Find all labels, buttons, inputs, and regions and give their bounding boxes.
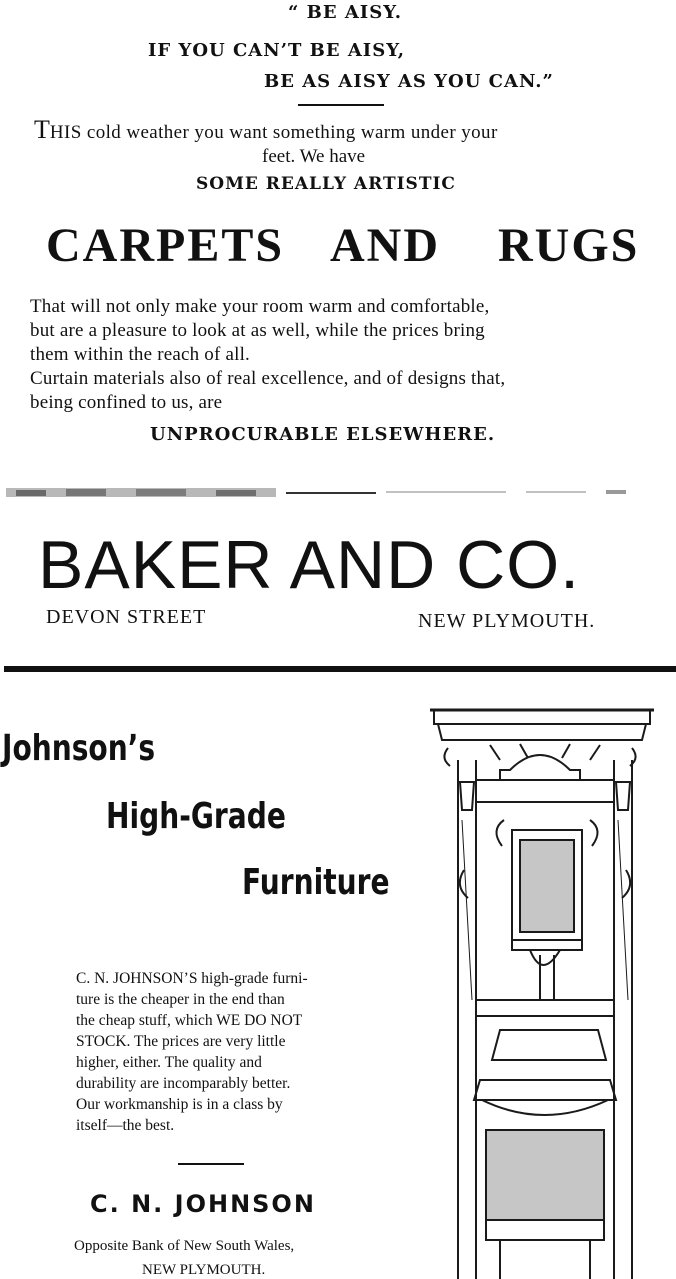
baker-para-line: but are a pleasure to look at as well, while the prices bring — [30, 320, 485, 341]
baker-para-line: them within the reach of all. — [30, 344, 251, 365]
short-rule — [298, 104, 384, 106]
intro-line-1-text: HIS cold weather you want something warm under your — [49, 122, 498, 143]
hall-stand-illustration — [420, 700, 660, 1279]
print-noise-band — [6, 486, 670, 500]
quote-line-3: BE AS AISY AS YOU CAN.” — [264, 71, 554, 92]
intro-line-1 — [34, 115, 498, 145]
johnson-paragraph — [76, 968, 366, 1136]
short-rule-johnson — [178, 1163, 244, 1165]
johnson-heading-2: High-Grade — [106, 796, 286, 837]
johnson-heading-1: Johnson’s — [2, 728, 156, 769]
johnson-para-line: C. N. JOHNSON’S high-grade furni- — [76, 970, 308, 987]
johnson-para-line: durability are incomparably better. — [76, 1075, 291, 1092]
firm-name-baker: BAKER AND CO. — [38, 527, 581, 603]
johnson-para-line: ture is the cheaper in the end than — [76, 991, 285, 1008]
quote-line-2: IF YOU CAN’T BE AISY, — [148, 40, 406, 61]
town-address: NEW PLYMOUTH. — [418, 610, 596, 632]
johnson-address: Opposite Bank of New South Wales, — [74, 1238, 295, 1254]
headline-and: AND — [330, 219, 440, 272]
johnson-para-line: higher, either. The quality and — [76, 1054, 262, 1071]
firm-name-johnson: C. N. JOHNSON — [90, 1190, 316, 1218]
drop-initial: T — [34, 115, 50, 144]
baker-para-line: That will not only make your room warm and comfortable, — [30, 296, 490, 317]
baker-para-line: being confined to us, are — [30, 392, 223, 413]
street-address: DEVON STREET — [46, 606, 207, 628]
subhead: SOME REALLY ARTISTIC — [196, 174, 456, 194]
section-divider — [4, 666, 676, 672]
johnson-para-line: Our workmanship is in a class by — [76, 1096, 283, 1113]
closing-line: UNPROCURABLE ELSEWHERE. — [150, 424, 496, 445]
intro-line-2: feet. We have — [262, 146, 366, 167]
johnson-para-line: itself—the best. — [76, 1117, 175, 1134]
baker-para-line: Curtain materials also of real excellence, and of designs that, — [30, 368, 506, 389]
headline-carpets: CARPETS — [46, 219, 285, 272]
baker-paragraph — [30, 295, 648, 415]
johnson-para-line: STOCK. The prices are very little — [76, 1033, 286, 1050]
headline-rugs: RUGS — [498, 219, 640, 272]
johnson-para-line: the cheap stuff, which WE DO NOT — [76, 1012, 303, 1029]
quote-line-1: “ BE AISY. — [288, 2, 403, 23]
johnson-heading-3: Furniture — [242, 862, 390, 903]
johnson-town: NEW PLYMOUTH. — [142, 1262, 266, 1278]
